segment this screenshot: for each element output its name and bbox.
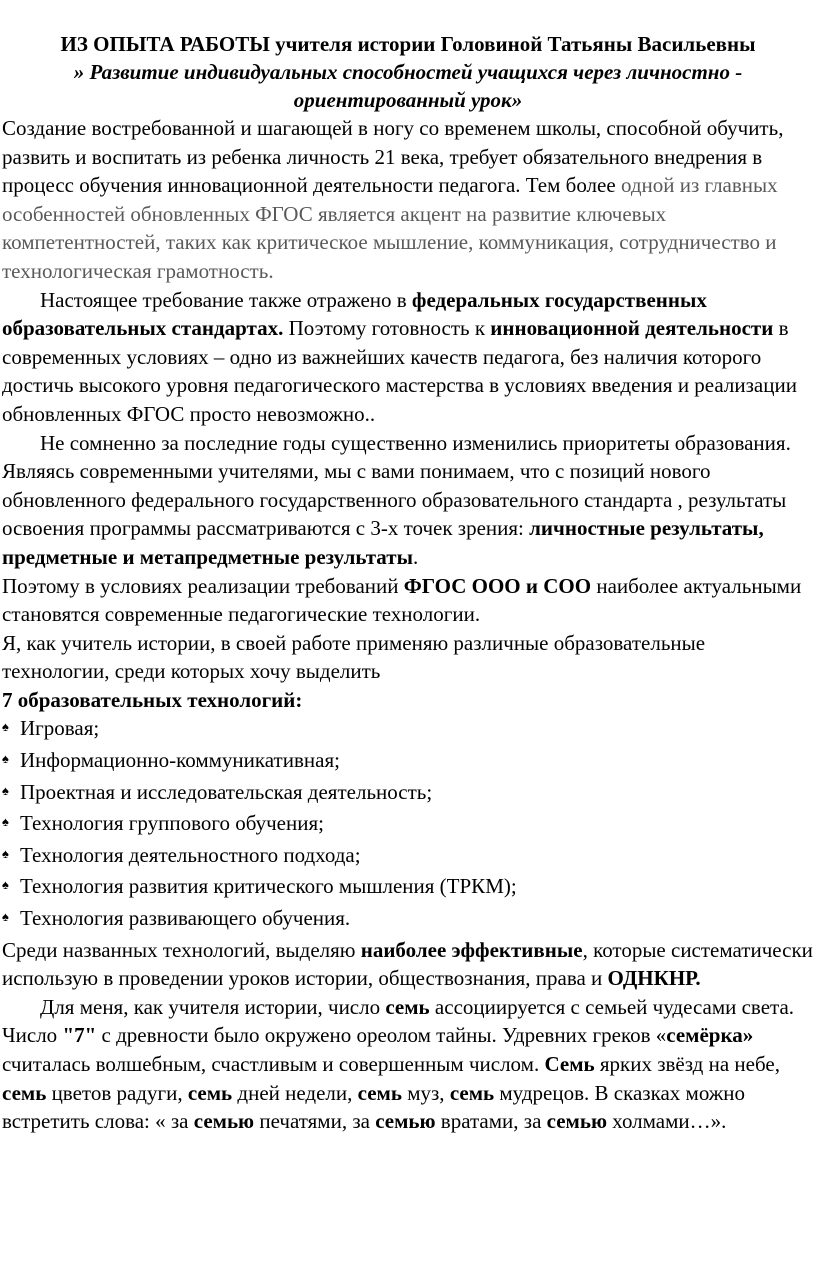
bold-run: семь xyxy=(2,1080,47,1105)
text-run: Поэтому готовность к xyxy=(283,316,491,341)
document-subtitle: » Развитие индивидуальных способностей учащихся через личностно - ориентированный урок» xyxy=(73,60,743,112)
technologies-heading xyxy=(0,686,816,715)
text-run: в современных условиях – одно из важнейших качеств педагога, без наличия которого достичь высокого уровня педагогического мастерства в условиях введения и реализации обновленных ФГОС просто невозможно.. xyxy=(2,316,797,426)
bullet-icon: ♠ xyxy=(2,877,9,893)
text-run: печатями, за xyxy=(254,1109,376,1134)
text-run: ассоциируется с семьей чудесами света. Число xyxy=(2,994,795,1048)
paragraph-standards xyxy=(0,286,816,429)
text-run: наиболее актуальными становятся современные педагогические технологии. xyxy=(2,573,802,627)
bullet-icon: ♠ xyxy=(2,909,9,925)
list-item xyxy=(2,904,816,936)
text-run: Среди названных технологий, выделяю xyxy=(2,937,361,962)
bold-run: 7 образовательных технологий: xyxy=(2,687,303,712)
text-run: с древности было окружено ореолом тайны. Удревних греков « xyxy=(96,1023,667,1048)
list-item-text: Игровая; xyxy=(20,716,100,741)
bullet-icon: ♠ xyxy=(2,782,9,798)
text-run: . xyxy=(412,544,419,569)
bold-run: Семь xyxy=(544,1052,595,1076)
bold-run: "7" xyxy=(62,1023,97,1048)
bold-run: семью xyxy=(375,1109,436,1134)
bold-run: семь xyxy=(187,1080,233,1105)
text-run: муз, xyxy=(401,1080,450,1105)
list-item-text: Технология развивающего обучения. xyxy=(20,906,351,931)
bold-run: инновационной деятельности xyxy=(490,316,774,341)
intro-text: Создание востребованной и шагающей в ногу со временем школы, способной обучить, развить и воспитать из ребенка личность 21 века, требует обязательного внедрения в процесс обучения инновационной деятельности педагога. Тем более xyxy=(2,116,784,198)
technologies-list xyxy=(0,714,816,935)
text-run: Не сомненно за последние годы существенно изменились приоритеты образования. Являясь современными учителями, мы с вами понимаем, что с позиций нового обновленного федерального государственного образовательного стандарта , результаты освоения программы рассматриваются с 3-х точек зрения: xyxy=(2,430,791,541)
bold-run: семь xyxy=(449,1080,495,1105)
list-item-text: Информационно-коммуникативная; xyxy=(20,748,340,773)
paragraph-teacher: Я, как учитель истории, в своей работе применяю различные образовательные технологии, среди которых хочу выделить xyxy=(2,630,706,684)
bold-run: ОДНКНР. xyxy=(607,966,701,991)
list-item xyxy=(2,841,816,873)
text-run: Для меня, как учителя истории, число xyxy=(40,994,386,1019)
text-run: Поэтому в условиях реализации требований xyxy=(2,573,404,598)
intro-paragraph xyxy=(0,114,816,286)
paragraph-priorities xyxy=(0,429,816,572)
bold-run: семью xyxy=(193,1109,255,1134)
text-run: холмами…». xyxy=(607,1109,727,1134)
paragraph-seven xyxy=(0,993,816,1136)
list-item xyxy=(2,809,816,841)
text-run: ярких звёзд на небе, xyxy=(594,1052,780,1076)
list-item-text: Технология деятельностного подхода; xyxy=(20,842,361,867)
bold-run: семь xyxy=(357,1080,402,1105)
paragraph-effective xyxy=(0,936,816,993)
bold-run: личностные результаты, предметные и метапредметные результаты xyxy=(2,516,764,569)
text-run: Настоящее требование также отражено в xyxy=(40,287,412,312)
list-item-text: Технология развития критического мышления (ТРКМ); xyxy=(20,874,517,899)
bold-run: семь xyxy=(385,994,430,1019)
list-item xyxy=(2,746,816,778)
bold-run: наиболее эффективные xyxy=(360,937,583,962)
bullet-icon: ♠ xyxy=(2,845,9,861)
list-item xyxy=(2,714,816,746)
bold-run: семёрка» xyxy=(666,1023,754,1048)
bullet-icon: ♠ xyxy=(2,814,9,830)
list-item-text: Проектная и исследовательская деятельность; xyxy=(20,779,433,804)
document-title: ИЗ ОПЫТА РАБОТЫ учителя истории Головиной Татьяны Васильевны xyxy=(60,32,756,56)
bold-run: семью xyxy=(546,1109,607,1134)
bullet-icon: ♠ xyxy=(2,751,9,767)
text-run: цветов радуги, xyxy=(46,1080,188,1105)
paragraph-fgos xyxy=(0,572,816,629)
bullet-icon: ♠ xyxy=(2,719,9,735)
bold-run: ФГОС ООО и СОО xyxy=(403,573,592,598)
text-run: мудрецов. В сказках можно встретить слова: « за xyxy=(2,1080,746,1134)
text-run: вратами, за xyxy=(435,1109,547,1134)
list-item xyxy=(2,778,816,810)
text-run: дней недели, xyxy=(232,1080,358,1105)
text-run: , которые систематически использую в проведении уроков истории, обществознания, права и xyxy=(2,937,813,991)
list-item xyxy=(2,872,816,904)
text-run: считалась волшебным, счастливым и совершенным числом. xyxy=(2,1052,545,1076)
bold-run: федеральных государственных образовательных стандартах. xyxy=(2,287,707,341)
list-item-text: Технология группового обучения; xyxy=(20,811,324,836)
intro-gray-text: одной из главных особенностей обновленных ФГОС является акцент на развитие ключевых компетентностей, таких как критическое мышление, коммуникация, сотрудничество и технологическая грамотность. xyxy=(2,173,778,283)
